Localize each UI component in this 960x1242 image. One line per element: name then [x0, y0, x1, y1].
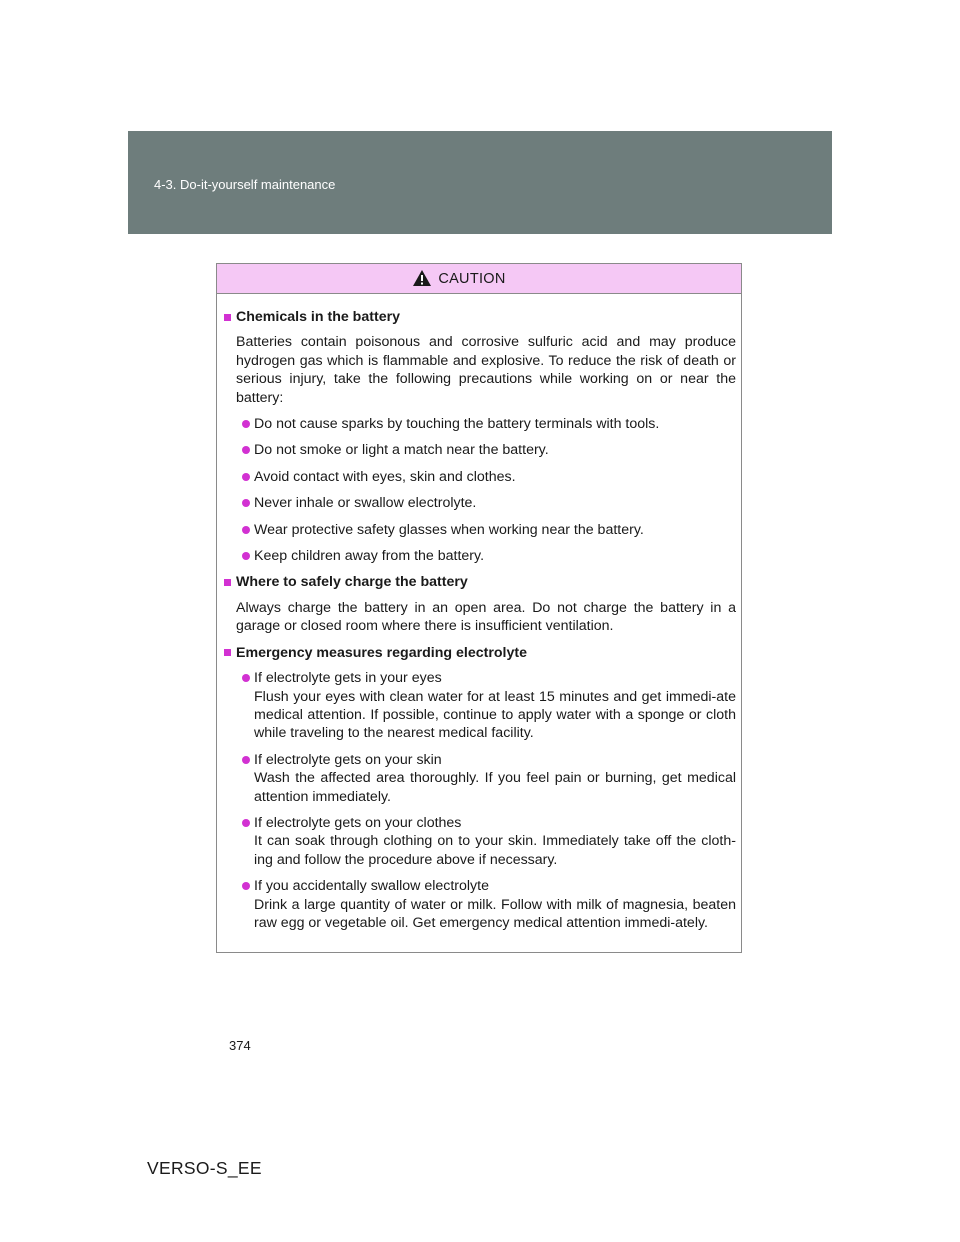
section-heading-text: Emergency measures regarding electrolyte — [236, 644, 527, 661]
list-item — [242, 877, 736, 932]
list-item-content — [254, 877, 736, 932]
list-item-title: If electrolyte gets on your clothes — [254, 814, 462, 831]
list-item-content — [254, 547, 736, 565]
dot-bullet-icon — [242, 473, 250, 481]
caution-header — [217, 264, 741, 294]
dot-bullet-icon — [242, 674, 250, 682]
square-bullet-icon — [224, 314, 231, 321]
list-item-text: Wear protective safety glasses when working near the battery. — [254, 521, 644, 538]
list-item — [242, 751, 736, 806]
list-item-text: Keep children away from the battery. — [254, 548, 485, 565]
dot-bullet-icon — [242, 552, 250, 560]
section-heading — [224, 308, 736, 326]
list-item — [242, 669, 736, 743]
list-item-title: If electrolyte gets in your eyes — [254, 670, 442, 687]
list-item-text: Drink a large quantity of water or milk. Follow with milk of magnesia, beaten raw egg or vegetable oil. Get emergency medical attention immedi-ately. — [254, 896, 736, 931]
warning-triangle-icon — [412, 269, 432, 287]
dot-bullet-icon — [242, 526, 250, 534]
list-item-text: Never inhale or swallow electrolyte. — [254, 495, 477, 512]
square-bullet-icon — [224, 579, 231, 586]
list-item-text: Do not cause sparks by touching the battery terminals with tools. — [254, 416, 660, 433]
list-item-content — [254, 415, 736, 433]
list-item-content — [254, 521, 736, 539]
list-item-content — [254, 441, 736, 459]
list-item — [242, 415, 736, 433]
document-code: VERSO-S_EE — [147, 1158, 262, 1178]
section-paragraph: Always charge the battery in an open area. Do not charge the battery in a garage or closed room where there is insufficient ventilation. — [236, 599, 736, 635]
list-item-content — [254, 494, 736, 512]
dot-bullet-icon — [242, 420, 250, 428]
caution-body — [217, 294, 741, 932]
caution-box — [216, 263, 742, 953]
list-item-text: Avoid contact with eyes, skin and clothes. — [254, 468, 516, 485]
list-item-content — [254, 814, 736, 869]
list-item — [242, 441, 736, 459]
section-title: 4-3. Do-it-yourself maintenance — [154, 177, 336, 192]
list-item-content — [254, 468, 736, 486]
list-item-title: If you accidentally swallow electrolyte — [254, 878, 489, 895]
list-item — [242, 494, 736, 512]
list-item — [242, 814, 736, 869]
section-header-band — [128, 131, 832, 234]
list-item — [242, 547, 736, 565]
section-heading-text: Chemicals in the battery — [236, 309, 400, 325]
list-item — [242, 468, 736, 486]
list-item-text: It can soak through clothing on to your skin. Immediately take off the cloth-ing and follow the procedure above if necessary. — [254, 833, 736, 868]
list-item-text: Wash the affected area thoroughly. If you feel pain or burning, get medical attention immediately. — [254, 770, 736, 805]
list-item-text: Do not smoke or light a match near the battery. — [254, 442, 549, 459]
section-heading — [224, 573, 736, 591]
dot-bullet-icon — [242, 756, 250, 764]
section-heading — [224, 644, 736, 662]
list-item-content — [254, 751, 736, 806]
page-number: 374 — [229, 1038, 251, 1053]
square-bullet-icon — [224, 649, 231, 656]
section-paragraph: Batteries contain poisonous and corrosive sulfuric acid and may produce hydrogen gas which is flammable and explosive. To reduce the risk of death or serious injury, take the following precautions while working on or near the battery: — [236, 334, 736, 406]
dot-bullet-icon — [242, 499, 250, 507]
section-heading-text: Where to safely charge the battery — [236, 574, 468, 591]
caution-label: CAUTION — [438, 270, 506, 287]
dot-bullet-icon — [242, 882, 250, 890]
dot-bullet-icon — [242, 819, 250, 827]
list-item-title: If electrolyte gets on your skin — [254, 751, 442, 768]
dot-bullet-icon — [242, 446, 250, 454]
list-item-text: Flush your eyes with clean water for at least 15 minutes and get immedi-ate medical attention. If possible, continue to apply water with a sponge or cloth while traveling to the nearest medical facility. — [254, 688, 736, 742]
list-item — [242, 521, 736, 539]
list-item-content — [254, 669, 736, 743]
